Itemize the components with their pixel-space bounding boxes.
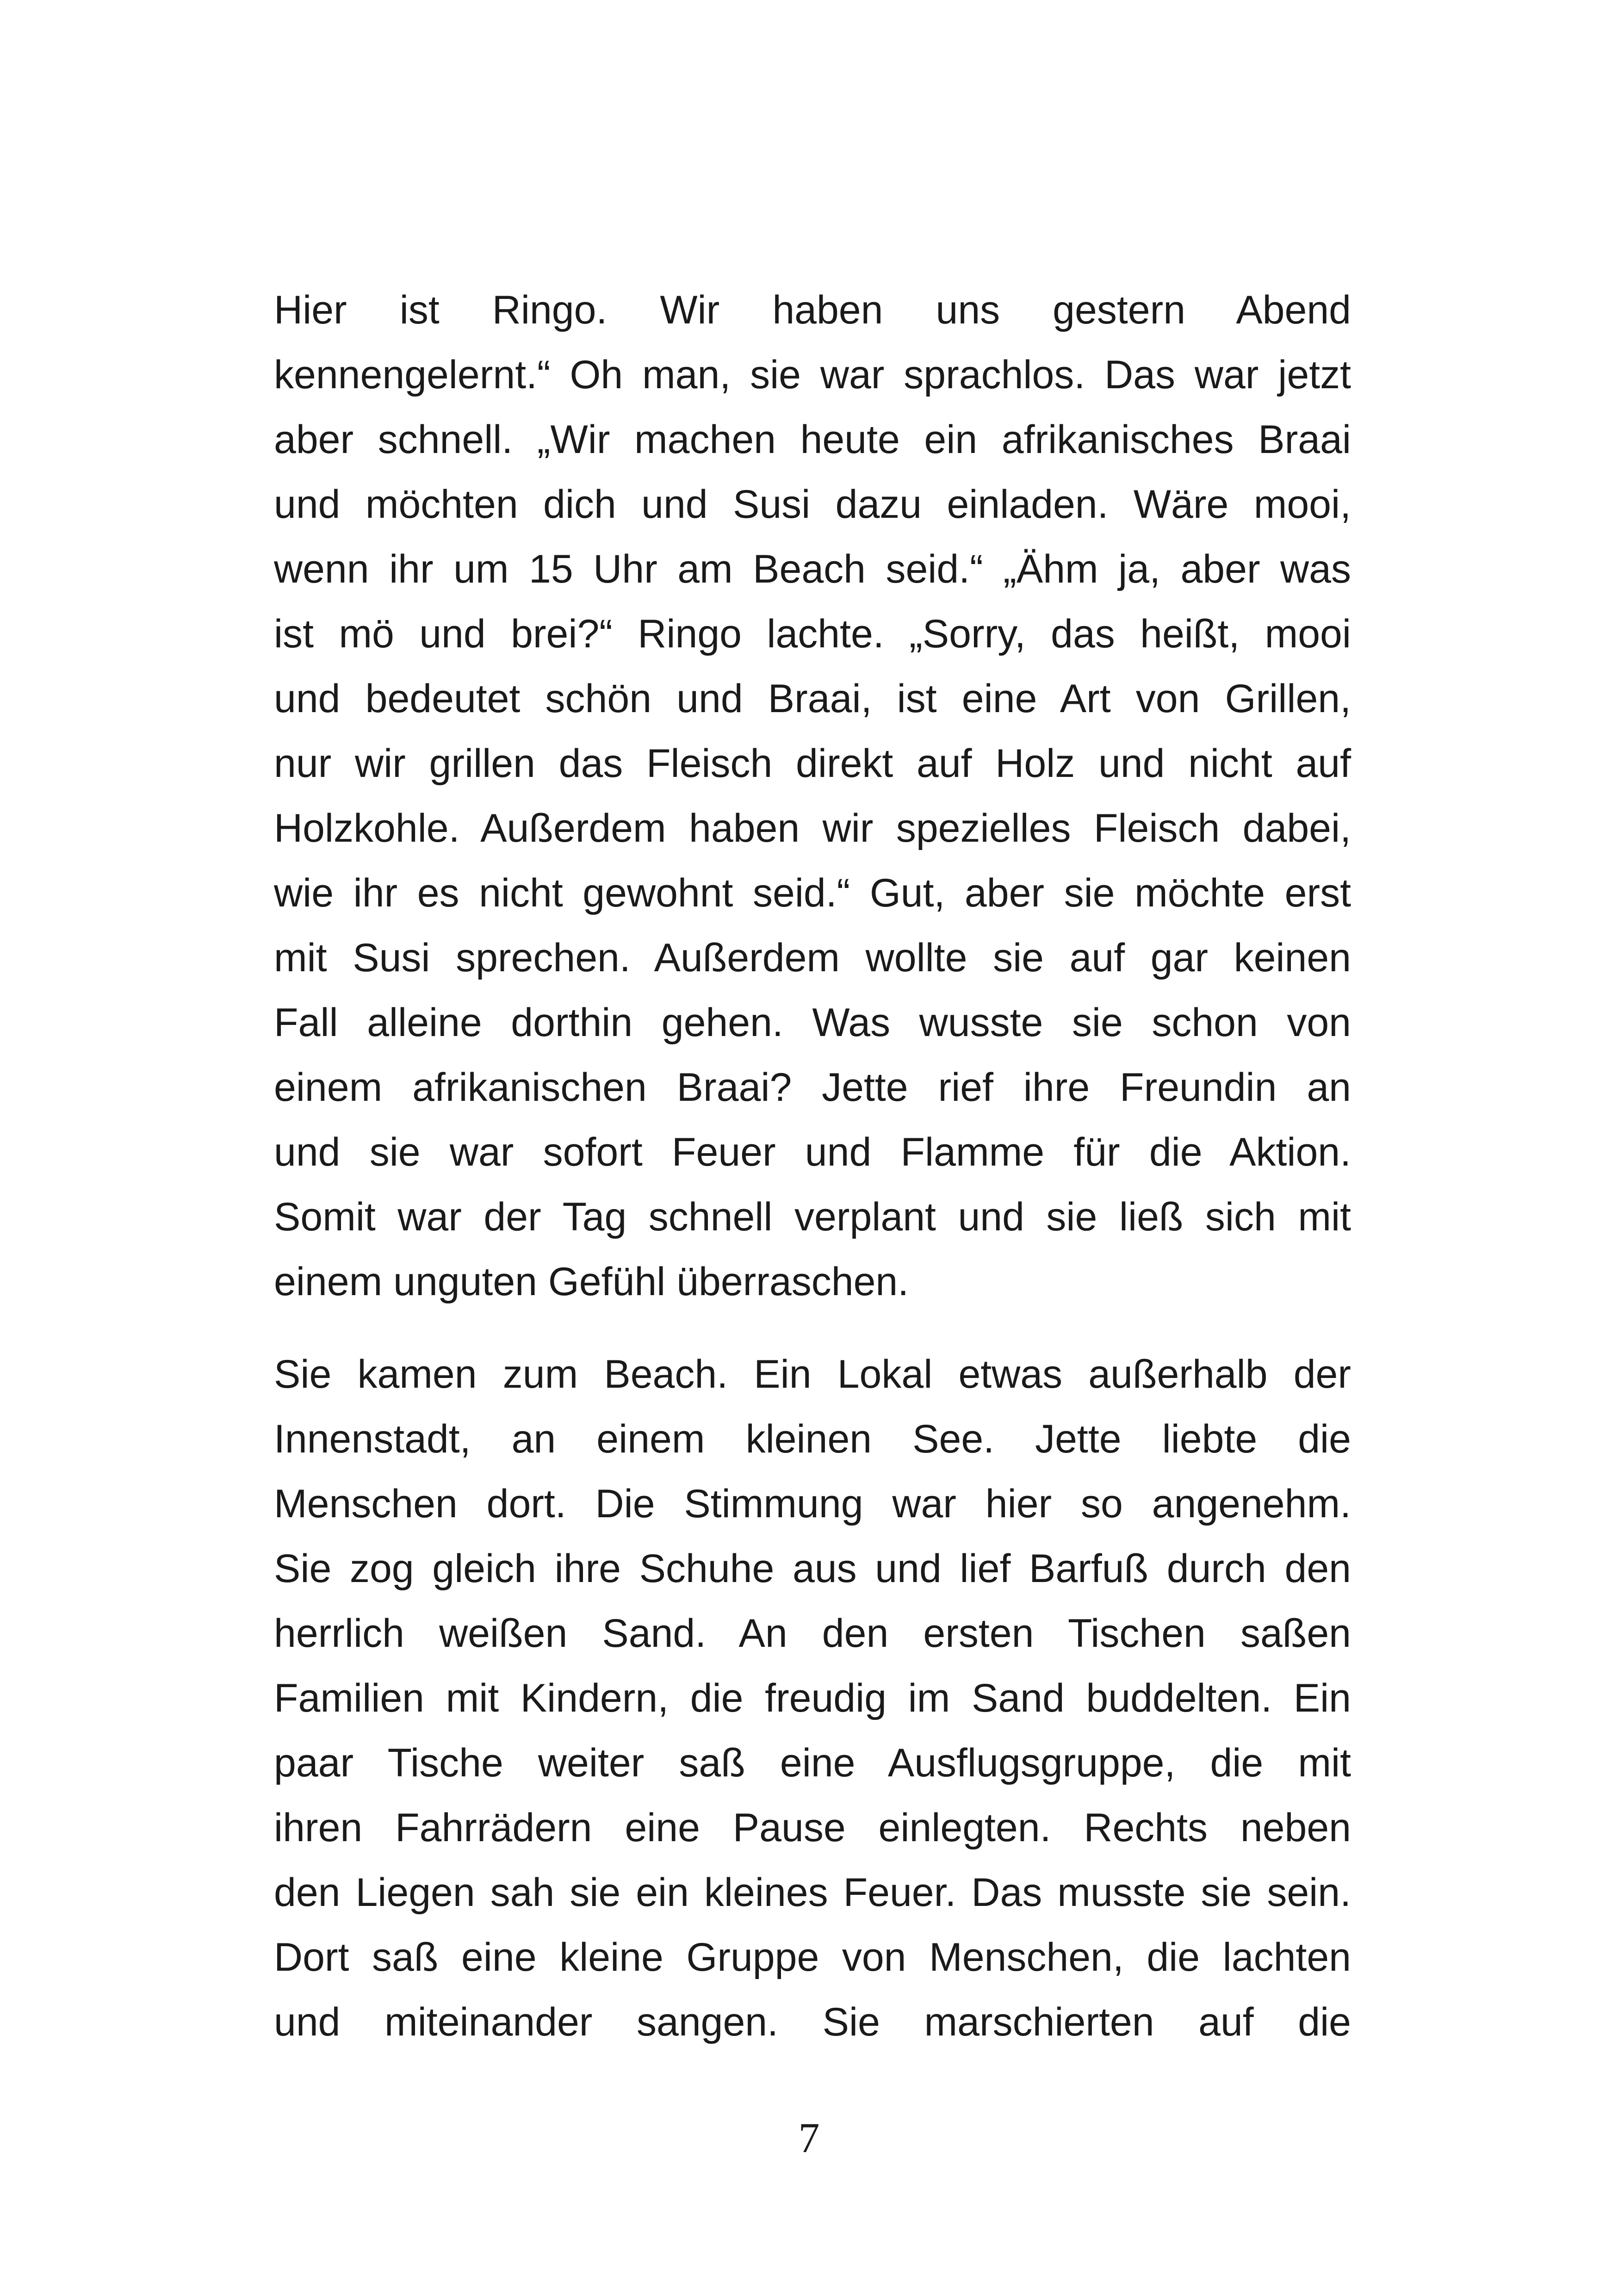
text-line: Fall alleine dorthin gehen. Was wusste sie schon von (274, 1000, 1351, 1045)
text-line: Somit war der Tag schnell verplant und sie ließ sich mit (274, 1195, 1351, 1239)
paragraph-2 (274, 1342, 1351, 2054)
text-line: Sie zog gleich ihre Schuhe aus und lief Barfuß durch den (274, 1546, 1351, 1591)
text-line: einem unguten Gefühl überraschen. (274, 1260, 909, 1304)
text-line: Hier ist Ringo. Wir haben uns gestern Abend (274, 288, 1351, 332)
text-line: kennengelernt.“ Oh man, sie war sprachlos. Das war jetzt (274, 353, 1351, 397)
text-line: herrlich weißen Sand. An den ersten Tischen saßen (274, 1611, 1351, 1656)
text-line: mit Susi sprechen. Außerdem wollte sie auf gar keinen (274, 936, 1351, 980)
text-line: einem afrikanischen Braai? Jette rief ihre Freundin an (274, 1065, 1351, 1110)
text-line: Familien mit Kindern, die freudig im Sand buddelten. Ein (274, 1676, 1351, 1720)
text-line: ist mö und brei?“ Ringo lachte. „Sorry, das heißt, mooi (274, 612, 1351, 656)
text-line: nur wir grillen das Fleisch direkt auf Holz und nicht auf (274, 741, 1351, 786)
text-line: Holzkohle. Außerdem haben wir spezielles Fleisch dabei, (274, 806, 1351, 850)
text-line: und möchten dich und Susi dazu einladen. Wäre mooi, (274, 482, 1351, 527)
text-line: und sie war sofort Feuer und Flamme für die Aktion. (274, 1130, 1351, 1174)
text-line: Menschen dort. Die Stimmung war hier so angenehm. (274, 1482, 1351, 1526)
text-line: paar Tische weiter saß eine Ausflugsgruppe, die mit (274, 1741, 1351, 1785)
text-line: und miteinander sangen. Sie marschierten auf die (274, 2000, 1351, 2044)
page-number: 7 (798, 2114, 820, 2161)
text-line: und bedeutet schön und Braai, ist eine Art von Grillen, (274, 676, 1351, 721)
text-line: Innenstadt, an einem kleinen See. Jette liebte die (274, 1417, 1351, 1461)
text-line: ihren Fahrrädern eine Pause einlegten. Rechts neben (274, 1806, 1351, 1850)
paragraph-1 (274, 278, 1351, 1314)
text-line: Dort saß eine kleine Gruppe von Menschen, die lachten (274, 1935, 1351, 1980)
text-line: Sie kamen zum Beach. Ein Lokal etwas außerhalb der (274, 1352, 1351, 1396)
text-line: wenn ihr um 15 Uhr am Beach seid.“ „Ähm ja, aber was (274, 547, 1351, 591)
text-line: wie ihr es nicht gewohnt seid.“ Gut, aber sie möchte erst (274, 871, 1351, 915)
text-line: aber schnell. „Wir machen heute ein afrikanisches Braai (274, 417, 1351, 462)
text-line: den Liegen sah sie ein kleines Feuer. Das musste sie sein. (274, 1870, 1351, 1915)
